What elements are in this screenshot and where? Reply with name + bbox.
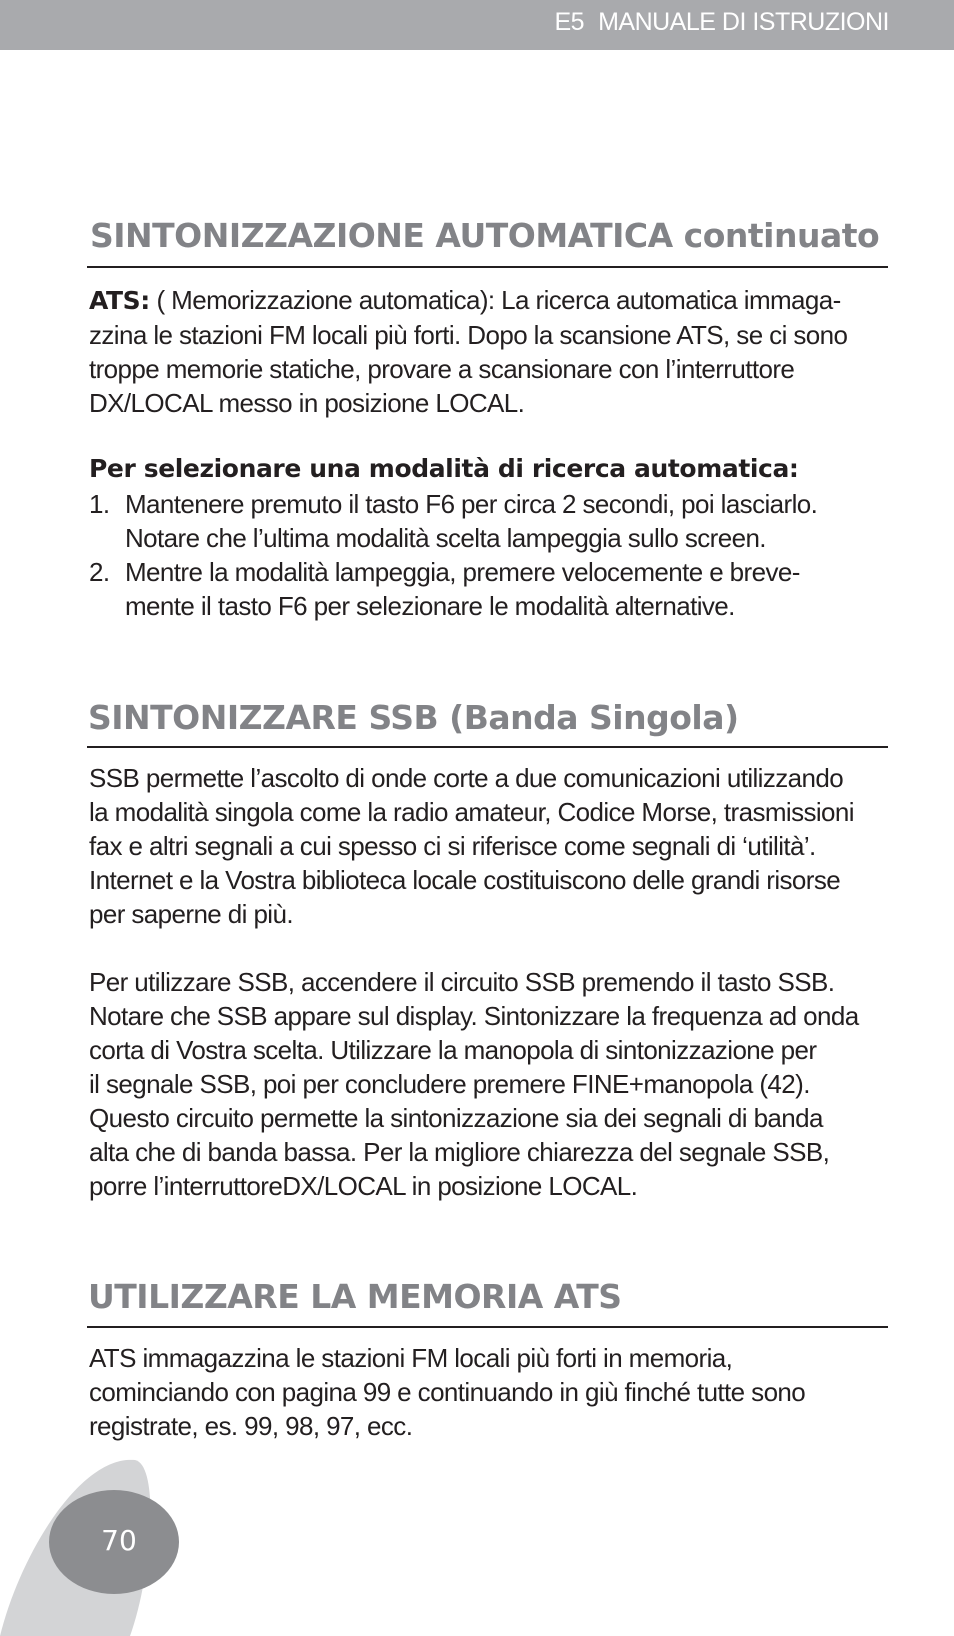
step-number: 1. <box>89 489 110 519</box>
header-bar <box>0 0 954 50</box>
running-header <box>554 8 889 37</box>
section-rule <box>87 266 888 268</box>
section-title-ssb: SINTONIZZARE SSB (Banda Singola) <box>88 698 739 737</box>
step-number: 2. <box>89 557 110 587</box>
model-label: E5 <box>554 8 585 36</box>
section-title-ats-memory: UTILIZZARE LA MEMORIA ATS <box>88 1277 622 1316</box>
section-rule <box>87 746 888 748</box>
ats-memory-paragraph: ATS immagazzina le stazioni FM locali più forti in memoria, cominciando con pagina 99 e continuando in giù finché tutte sono registrate, es. 99, 98, 97, ecc. <box>89 1343 806 1441</box>
ssb-usage-paragraph: Per utilizzare SSB, accendere il circuito SSB premendo il tasto SSB. Notare che SSB appare sul display. Sintonizzare la frequenza ad onda corta di Vostra scelta. Utilizzare la manopola di sintonizzazione per il segnale SSB, poi per concludere premere FINE+manopola (42). Questo circuito permette la sintonizzazione sia dei segnali di banda alta che di banda bassa. Per la migliore chiarezza del segnale SSB, porre l’interruttoreDX/LOCAL in posizione LOCAL. <box>89 967 859 1201</box>
ats-line-3: troppe memorie statiche, provare a scansionare con l’interruttore <box>89 354 795 384</box>
ats-line-1: ATS: ( Memorizzazione automatica): La ricerca automatica immaga- <box>89 285 841 315</box>
ats-paragraph <box>89 283 847 420</box>
manual-title: MANUALE DI ISTRUZIONI <box>598 8 889 36</box>
list-item: 2. Mentre la modalità lampeggia, premere velocemente e breve- mente il tasto F6 per selezionare le modalità alternative. <box>89 557 800 621</box>
steps-list <box>89 487 817 623</box>
list-item: 1. Mantenere premuto il tasto F6 per circa 2 secondi, poi lasciarlo. Notare che l’ultima modalità scelta lampeggia sullo screen. <box>89 489 818 553</box>
ats-label: ATS: <box>89 286 150 315</box>
ssb-intro-paragraph: SSB permette l’ascolto di onde corte a due comunicazioni utilizzando la modalità singola come la radio amateur, Codice Morse, trasmissioni fax e altri segnali a cui spesso ci si riferisce come segnali di ‘utilità’. Internet e la Vostra biblioteca locale costituiscono delle grandi risorse per saperne di più. <box>89 763 854 929</box>
page-number: 70 <box>101 1524 137 1557</box>
section-title-automatic-tuning: SINTONIZZAZIONE AUTOMATICA continuato <box>90 216 880 255</box>
search-mode-subheading: Per selezionare una modalità di ricerca automatica: <box>89 454 799 483</box>
ats-line-2: zzina le stazioni FM locali più forti. Dopo la scansione ATS, se ci sono <box>89 320 848 350</box>
ats-line-4: DX/LOCAL messo in posizione LOCAL. <box>89 388 525 418</box>
section-rule <box>87 1326 888 1328</box>
